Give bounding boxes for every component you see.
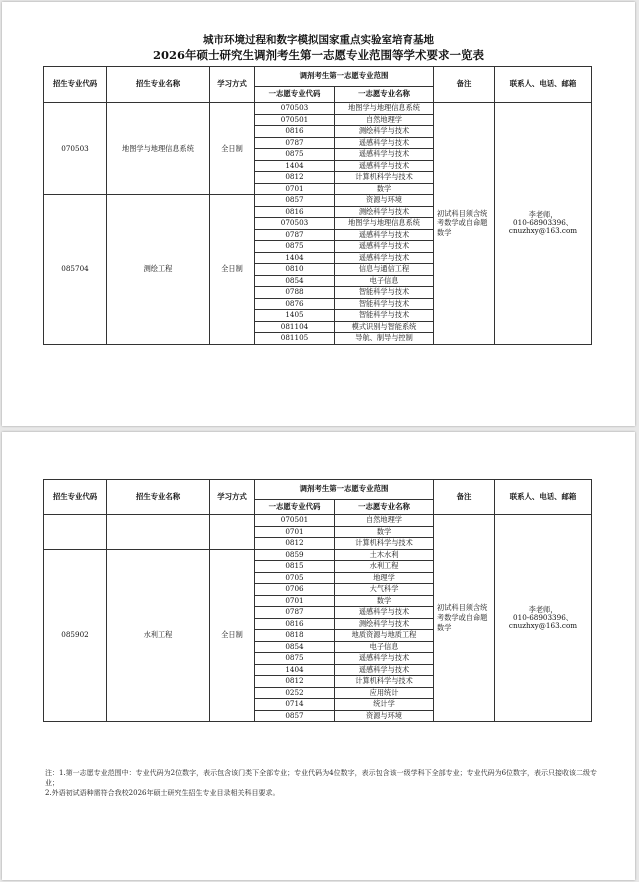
header-sub-name: 一志愿专业名称 bbox=[335, 87, 434, 103]
first-choice-code: 0857 bbox=[255, 710, 335, 722]
first-choice-code: 070501 bbox=[255, 114, 335, 126]
first-choice-name: 智能科学与技术 bbox=[335, 298, 434, 310]
first-choice-code: 0788 bbox=[255, 287, 335, 299]
header-sub-code: 一志愿专业代码 bbox=[255, 500, 335, 515]
first-choice-name: 自然地理学 bbox=[335, 515, 434, 527]
first-choice-name: 资源与环境 bbox=[335, 710, 434, 722]
remark-cell: 初试科目须含统考数学或自命题数学 bbox=[434, 103, 495, 345]
header-name: 招生专业名称 bbox=[107, 480, 210, 515]
first-choice-name: 遥感科学与技术 bbox=[335, 149, 434, 161]
header-sub-name: 一志愿专业名称 bbox=[335, 500, 434, 515]
first-choice-name: 智能科学与技术 bbox=[335, 310, 434, 322]
remark-cell: 初试科目须含统考数学或自命题数学 bbox=[434, 515, 495, 722]
first-choice-code: 0787 bbox=[255, 137, 335, 149]
program-code-continued bbox=[44, 515, 107, 550]
first-choice-code: 070501 bbox=[255, 515, 335, 527]
first-choice-name: 地图学与地理信息系统 bbox=[335, 218, 434, 230]
contact-phone: 010-68903396、 bbox=[513, 613, 573, 623]
first-choice-code: 0812 bbox=[255, 538, 335, 550]
first-choice-code: 0816 bbox=[255, 206, 335, 218]
first-choice-name: 计算机科学与技术 bbox=[335, 172, 434, 184]
first-choice-name: 遥感科学与技术 bbox=[335, 653, 434, 665]
first-choice-code: 0787 bbox=[255, 229, 335, 241]
first-choice-name: 数学 bbox=[335, 526, 434, 538]
first-choice-code: 0815 bbox=[255, 561, 335, 573]
first-choice-name: 大气科学 bbox=[335, 584, 434, 596]
first-choice-name: 测绘科学与技术 bbox=[335, 618, 434, 630]
first-choice-code: 1404 bbox=[255, 252, 335, 264]
first-choice-code: 0875 bbox=[255, 149, 335, 161]
footnote-2: 2.外语初试语种需符合我校2026年硕士研究生招生专业目录相关科目要求。 bbox=[45, 789, 280, 798]
first-choice-name: 遥感科学与技术 bbox=[335, 664, 434, 676]
first-choice-code: 070503 bbox=[255, 103, 335, 115]
study-mode: 全日制 bbox=[210, 195, 255, 345]
first-choice-code: 0714 bbox=[255, 699, 335, 711]
contact-name: 李老师， bbox=[528, 605, 558, 615]
program-name-continued bbox=[107, 515, 210, 550]
first-choice-code: 0816 bbox=[255, 126, 335, 138]
header-range: 调剂考生第一志愿专业范围 bbox=[255, 480, 434, 500]
header-mode: 学习方式 bbox=[210, 480, 255, 515]
table-row bbox=[44, 515, 592, 527]
contact-cell bbox=[495, 515, 592, 722]
first-choice-name: 地质资源与地质工程 bbox=[335, 630, 434, 642]
contact-name: 李老师， bbox=[528, 210, 558, 220]
header-sub-code: 一志愿专业代码 bbox=[255, 87, 335, 103]
header-code: 招生专业代码 bbox=[44, 480, 107, 515]
first-choice-name: 遥感科学与技术 bbox=[335, 241, 434, 253]
header-code: 招生专业代码 bbox=[44, 67, 107, 103]
first-choice-name: 导航、制导与控制 bbox=[335, 333, 434, 345]
program-code: 070503 bbox=[44, 103, 107, 195]
first-choice-code: 081104 bbox=[255, 321, 335, 333]
header-contact: 联系人、电话、邮箱 bbox=[495, 480, 592, 515]
header-mode: 学习方式 bbox=[210, 67, 255, 103]
first-choice-code: 0701 bbox=[255, 595, 335, 607]
first-choice-name: 电子信息 bbox=[335, 641, 434, 653]
study-mode: 全日制 bbox=[210, 103, 255, 195]
study-mode-continued bbox=[210, 515, 255, 550]
requirements-table-page2 bbox=[43, 479, 592, 722]
first-choice-name: 数学 bbox=[335, 183, 434, 195]
first-choice-code: 0816 bbox=[255, 618, 335, 630]
first-choice-name: 模式识别与智能系统 bbox=[335, 321, 434, 333]
first-choice-code: 0787 bbox=[255, 607, 335, 619]
first-choice-code: 081105 bbox=[255, 333, 335, 345]
first-choice-name: 地图学与地理信息系统 bbox=[335, 103, 434, 115]
contact-email: cnuzhxy@163.com bbox=[508, 620, 578, 630]
header-contact: 联系人、电话、邮箱 bbox=[495, 67, 592, 103]
first-choice-code: 0706 bbox=[255, 584, 335, 596]
program-name: 水利工程 bbox=[107, 549, 210, 722]
header-remark: 备注 bbox=[434, 67, 495, 103]
contact-email: cnuzhxy@163.com bbox=[508, 226, 578, 236]
first-choice-code: 0810 bbox=[255, 264, 335, 276]
requirements-table-page1 bbox=[43, 66, 592, 345]
first-choice-name: 计算机科学与技术 bbox=[335, 538, 434, 550]
first-choice-name: 数学 bbox=[335, 595, 434, 607]
first-choice-name: 水利工程 bbox=[335, 561, 434, 573]
first-choice-code: 0812 bbox=[255, 676, 335, 688]
document-page-2 bbox=[2, 432, 635, 880]
first-choice-code: 0812 bbox=[255, 172, 335, 184]
table-body-page1 bbox=[44, 103, 592, 345]
first-choice-code: 0818 bbox=[255, 630, 335, 642]
first-choice-name: 土木水利 bbox=[335, 549, 434, 561]
first-choice-code: 0875 bbox=[255, 241, 335, 253]
first-choice-code: 070503 bbox=[255, 218, 335, 230]
first-choice-code: 0875 bbox=[255, 653, 335, 665]
header-remark: 备注 bbox=[434, 480, 495, 515]
contact-phone: 010-68903396、 bbox=[513, 218, 573, 228]
document-page-1 bbox=[2, 2, 635, 426]
first-choice-name: 信息与通信工程 bbox=[335, 264, 434, 276]
first-choice-code: 0854 bbox=[255, 275, 335, 287]
contact-cell bbox=[495, 103, 592, 345]
first-choice-name: 测绘科学与技术 bbox=[335, 126, 434, 138]
program-code: 085902 bbox=[44, 549, 107, 722]
first-choice-code: 0859 bbox=[255, 549, 335, 561]
first-choice-name: 遥感科学与技术 bbox=[335, 607, 434, 619]
first-choice-name: 遥感科学与技术 bbox=[335, 137, 434, 149]
footnotes bbox=[45, 768, 605, 798]
first-choice-code: 1405 bbox=[255, 310, 335, 322]
first-choice-name: 统计学 bbox=[335, 699, 434, 711]
first-choice-code: 0252 bbox=[255, 687, 335, 699]
first-choice-name: 电子信息 bbox=[335, 275, 434, 287]
first-choice-name: 自然地理学 bbox=[335, 114, 434, 126]
first-choice-name: 遥感科学与技术 bbox=[335, 229, 434, 241]
first-choice-code: 1404 bbox=[255, 664, 335, 676]
first-choice-code: 0701 bbox=[255, 183, 335, 195]
first-choice-name: 遥感科学与技术 bbox=[335, 160, 434, 172]
first-choice-name: 应用统计 bbox=[335, 687, 434, 699]
first-choice-name: 遥感科学与技术 bbox=[335, 252, 434, 264]
program-code: 085704 bbox=[44, 195, 107, 345]
table-body-page2 bbox=[44, 515, 592, 722]
study-mode: 全日制 bbox=[210, 549, 255, 722]
first-choice-code: 0857 bbox=[255, 195, 335, 207]
table-row bbox=[44, 103, 592, 115]
footnote-1: 注：1.第一志愿专业范围中：专业代码为2位数字，表示包含该门类下全部专业；专业代码为4位数字，表示包含该一级学科下全部专业；专业代码为6位数字，表示只接收该二级专业； bbox=[45, 769, 598, 788]
first-choice-name: 计算机科学与技术 bbox=[335, 676, 434, 688]
document-title-line2: 2026年硕士研究生调剂考生第一志愿专业范围等学术要求一览表 bbox=[152, 48, 484, 62]
first-choice-code: 0701 bbox=[255, 526, 335, 538]
header-range: 调剂考生第一志愿专业范围 bbox=[255, 67, 434, 87]
first-choice-name: 资源与环境 bbox=[335, 195, 434, 207]
program-name: 测绘工程 bbox=[107, 195, 210, 345]
header-name: 招生专业名称 bbox=[107, 67, 210, 103]
first-choice-name: 地理学 bbox=[335, 572, 434, 584]
first-choice-code: 0876 bbox=[255, 298, 335, 310]
first-choice-code: 1404 bbox=[255, 160, 335, 172]
program-name: 地图学与地理信息系统 bbox=[107, 103, 210, 195]
document-title-line1: 城市环境过程和数字模拟国家重点实验室培育基地 bbox=[203, 34, 434, 46]
first-choice-name: 测绘科学与技术 bbox=[335, 206, 434, 218]
first-choice-code: 0705 bbox=[255, 572, 335, 584]
first-choice-name: 智能科学与技术 bbox=[335, 287, 434, 299]
first-choice-code: 0854 bbox=[255, 641, 335, 653]
